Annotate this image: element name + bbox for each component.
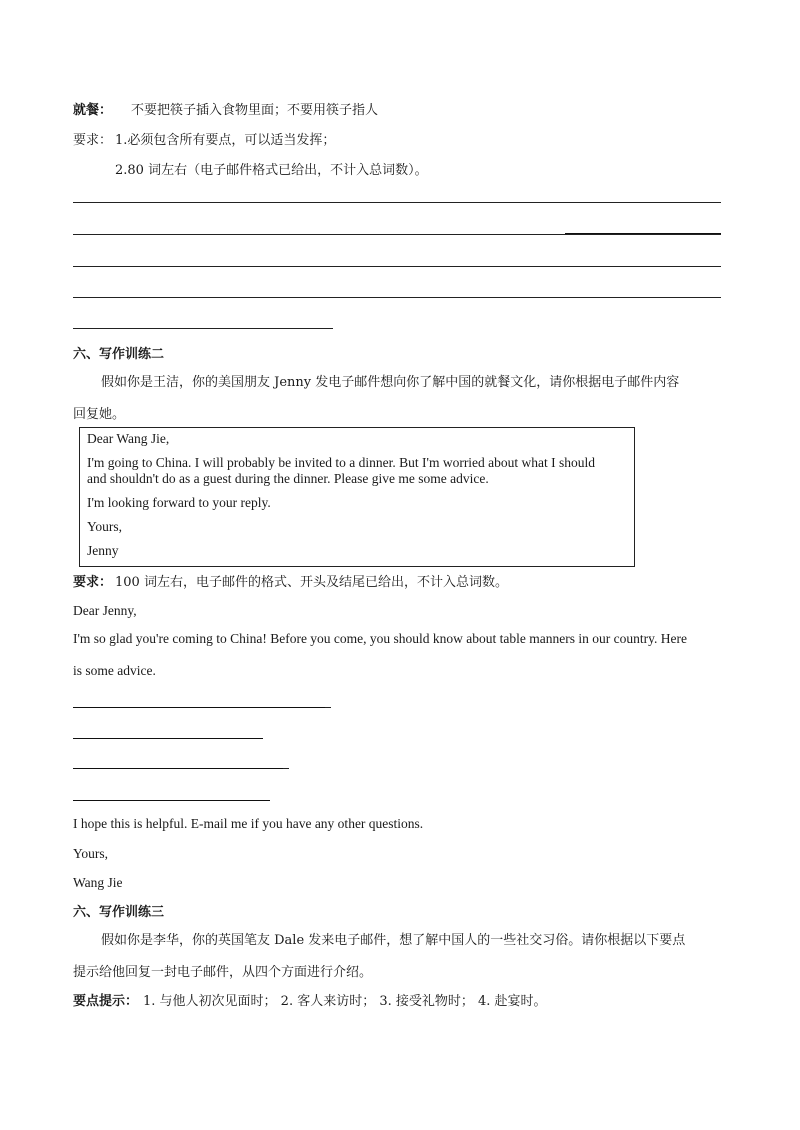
incoming-email-box: [79, 427, 635, 567]
email-body-line-2: and shouldn't do as a guest during the dinner. Please give me some advice.: [87, 471, 489, 486]
answer-line: [73, 202, 721, 203]
reply-closing-text: I hope this is helpful. E-mail me if you have any other questions.: [73, 816, 424, 831]
reply-answer-line: [73, 800, 270, 801]
exercise-3-hints-text: 1. 与他人初次见面时； 2. 客人来访时； 3. 接受礼物时； 4. 赴宴时。: [143, 994, 547, 1009]
answer-line: [73, 234, 721, 235]
email-closing: Yours,: [87, 519, 123, 534]
reply-answer-line-tail: [283, 768, 289, 769]
dining-label: 就餐：: [73, 103, 113, 118]
exercise-2-req-text: 100 词左右，电子邮件的格式、开头及结尾已给出，不计入总词数。: [115, 575, 508, 590]
email-body-line-3: I'm looking forward to your reply.: [87, 495, 271, 510]
exercise-3-heading: 六、写作训练三: [73, 905, 165, 920]
reply-answer-line: [73, 738, 263, 739]
exercise-3-prompt-line-2: 提示给他回复一封电子邮件，从四个方面进行介绍。: [73, 965, 373, 980]
answer-line-segment: [565, 233, 721, 234]
requirement-item-2: 2.80 词左右（电子邮件格式已给出，不计入总词数）。: [115, 163, 428, 178]
answer-line: [73, 266, 721, 267]
reply-closing: Yours,: [73, 846, 109, 861]
requirements-label: 要求：: [73, 133, 113, 148]
email-signature: Jenny: [87, 543, 119, 558]
exercise-2-req-label: 要求：: [73, 575, 113, 590]
exercise-2-prompt-line-2: 回复她。: [73, 407, 126, 422]
reply-intro-line-2: is some advice.: [73, 663, 156, 678]
reply-salutation: Dear Jenny,: [73, 603, 137, 618]
requirement-item-1: 1.必须包含所有要点，可以适当发挥；: [115, 133, 336, 148]
email-salutation: Dear Wang Jie,: [87, 431, 170, 446]
exercise-2-prompt-line-1: 假如你是王洁，你的美国朋友 Jenny 发电子邮件想向你了解中国的就餐文化，请你根据电子邮件内容: [101, 375, 680, 390]
reply-answer-line: [73, 707, 325, 708]
exercise-2-heading: 六、写作训练二: [73, 347, 165, 362]
answer-line: [73, 297, 721, 298]
answer-line-short: [73, 328, 333, 329]
exercise-3-hints-label: 要点提示：: [73, 994, 139, 1009]
dining-text: 不要把筷子插入食物里面；不要用筷子指人: [131, 103, 379, 118]
exercise-3-prompt-line-1: 假如你是李华，你的英国笔友 Dale 发来电子邮件，想了解中国人的一些社交习俗。请你根据以下要点: [101, 933, 686, 948]
reply-signature: Wang Jie: [73, 875, 123, 890]
reply-answer-line-tail: [325, 707, 331, 708]
email-body-line-1: I'm going to China. I will probably be invited to a dinner. But I'm worried about what I should: [87, 455, 596, 470]
reply-answer-line: [73, 768, 283, 769]
reply-intro-line-1: I'm so glad you're coming to China! Before you come, you should know about table manners in our country. Here: [73, 631, 687, 646]
